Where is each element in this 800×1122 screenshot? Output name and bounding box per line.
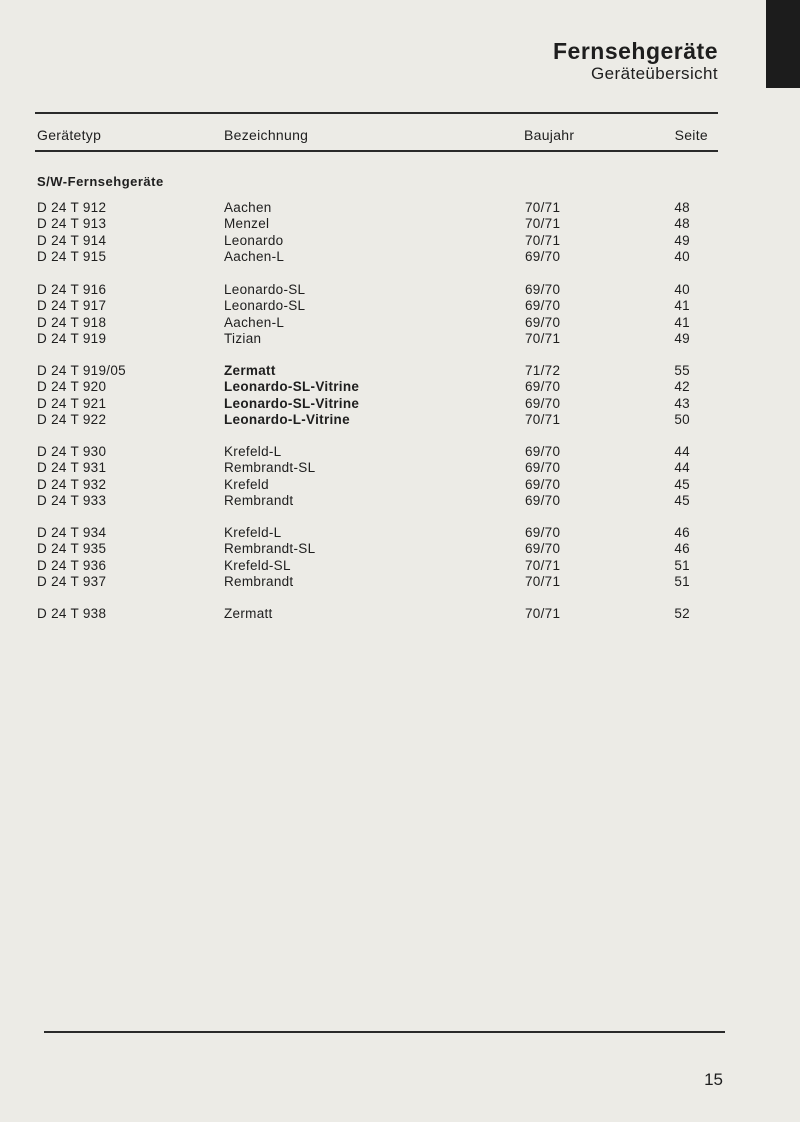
table-row <box>0 216 800 232</box>
cell-name: Aachen <box>224 200 272 215</box>
column-header-type: Gerätetyp <box>37 127 102 143</box>
table-group <box>0 282 800 347</box>
cell-name: Rembrandt <box>224 573 294 589</box>
cell-type: D 24 T 917 <box>37 298 107 314</box>
cell-name: Leonardo-SL-Vitrine <box>224 379 360 395</box>
cell-name: Leonardo-SL <box>224 282 306 297</box>
cell-type: D 24 T 922 <box>37 411 107 427</box>
cell-type: D 24 T 935 <box>37 541 107 557</box>
cell-page: 41 <box>674 314 690 330</box>
table-row <box>0 249 800 265</box>
cell-page: 52 <box>674 606 690 621</box>
cell-year: 69/70 <box>525 541 561 557</box>
cell-name: Rembrandt <box>224 492 294 508</box>
cell-page: 48 <box>674 216 690 232</box>
cell-type: D 24 T 918 <box>37 314 107 330</box>
cell-year: 70/71 <box>525 411 561 427</box>
cell-year: 70/71 <box>525 330 561 346</box>
cell-type: D 24 T 919/05 <box>37 363 126 378</box>
cell-name: Aachen-L <box>224 314 285 330</box>
table-row <box>0 574 800 590</box>
cell-year: 69/70 <box>525 476 561 492</box>
cell-type: D 24 T 914 <box>37 232 107 248</box>
table-row <box>0 525 800 541</box>
page-subtitle: Geräteübersicht <box>591 64 718 83</box>
table-row <box>0 460 800 476</box>
cell-year: 70/71 <box>525 232 561 248</box>
table-row <box>0 298 800 314</box>
table-row <box>0 493 800 509</box>
cell-name: Krefeld <box>224 476 269 492</box>
table-row <box>0 477 800 493</box>
cell-page: 44 <box>674 460 690 476</box>
cell-year: 69/70 <box>525 248 561 264</box>
cell-year: 69/70 <box>525 298 561 314</box>
cell-year: 70/71 <box>525 200 561 215</box>
cell-year: 69/70 <box>525 395 561 411</box>
cell-name: Krefeld-SL <box>224 557 291 573</box>
table-row <box>0 541 800 557</box>
table-row <box>0 379 800 395</box>
cell-page: 40 <box>674 282 690 297</box>
cell-year: 69/70 <box>525 314 561 330</box>
cell-page: 46 <box>674 541 690 557</box>
cell-page: 55 <box>674 363 690 378</box>
cell-year: 69/70 <box>525 492 561 508</box>
cell-year: 69/70 <box>525 460 561 476</box>
cell-type: D 24 T 932 <box>37 476 107 492</box>
top-rule <box>35 112 718 114</box>
cell-type: D 24 T 913 <box>37 216 107 232</box>
cell-year: 69/70 <box>525 444 561 459</box>
table-row <box>0 444 800 460</box>
page-number: 15 <box>704 1070 723 1089</box>
table-row <box>0 233 800 249</box>
cell-year: 70/71 <box>525 216 561 232</box>
cell-type: D 24 T 938 <box>37 606 107 621</box>
cell-page: 45 <box>674 476 690 492</box>
cell-type: D 24 T 930 <box>37 444 107 459</box>
table-row <box>0 331 800 347</box>
cell-type: D 24 T 912 <box>37 200 107 215</box>
table-row <box>0 558 800 574</box>
cell-page: 41 <box>674 298 690 314</box>
cell-year: 69/70 <box>525 525 561 540</box>
table-row <box>0 363 800 379</box>
table-group <box>0 444 800 509</box>
cell-name: Leonardo-L-Vitrine <box>224 411 350 427</box>
page-edge-tab <box>766 0 800 88</box>
cell-page: 42 <box>674 379 690 395</box>
table-row <box>0 315 800 331</box>
cell-name: Zermatt <box>224 363 276 378</box>
bottom-rule <box>44 1031 725 1033</box>
cell-type: D 24 T 934 <box>37 525 107 540</box>
cell-type: D 24 T 936 <box>37 557 107 573</box>
header-rule <box>35 150 718 152</box>
table-group <box>0 606 800 622</box>
cell-page: 48 <box>674 200 690 215</box>
column-header-year: Baujahr <box>524 127 575 143</box>
cell-name: Menzel <box>224 216 270 232</box>
cell-type: D 24 T 931 <box>37 460 107 476</box>
cell-type: D 24 T 919 <box>37 330 107 346</box>
cell-type: D 24 T 933 <box>37 492 107 508</box>
cell-type: D 24 T 915 <box>37 248 107 264</box>
table-group <box>0 363 800 428</box>
table-row <box>0 412 800 428</box>
cell-name: Rembrandt-SL <box>224 460 316 476</box>
cell-name: Zermatt <box>224 606 273 621</box>
table-group <box>0 200 800 265</box>
cell-type: D 24 T 916 <box>37 282 107 297</box>
cell-name: Leonardo-SL-Vitrine <box>224 395 360 411</box>
cell-page: 50 <box>674 411 690 427</box>
page-title: Fernsehgeräte <box>552 38 718 64</box>
cell-name: Leonardo-SL <box>224 298 306 314</box>
table-row <box>0 200 800 216</box>
cell-year: 69/70 <box>525 379 561 395</box>
cell-page: 45 <box>674 492 690 508</box>
page-header <box>553 38 718 84</box>
cell-type: D 24 T 921 <box>37 395 107 411</box>
cell-page: 44 <box>674 444 690 459</box>
cell-type: D 24 T 937 <box>37 573 107 589</box>
cell-name: Leonardo <box>224 232 284 248</box>
cell-name: Aachen-L <box>224 248 285 264</box>
section-title: S/W-Fernsehgeräte <box>37 174 164 189</box>
cell-page: 46 <box>674 525 690 540</box>
cell-name: Tizian <box>224 330 262 346</box>
cell-page: 40 <box>674 248 690 264</box>
cell-name: Krefeld-L <box>224 525 282 540</box>
cell-page: 51 <box>674 573 690 589</box>
cell-name: Rembrandt-SL <box>224 541 316 557</box>
table-row <box>0 396 800 412</box>
cell-year: 70/71 <box>525 573 561 589</box>
column-header-page: Seite <box>674 127 708 143</box>
table-row <box>0 282 800 298</box>
cell-year: 69/70 <box>525 282 561 297</box>
cell-page: 51 <box>674 557 690 573</box>
cell-page: 49 <box>674 232 690 248</box>
cell-name: Krefeld-L <box>224 444 282 459</box>
cell-year: 70/71 <box>525 557 561 573</box>
cell-type: D 24 T 920 <box>37 379 107 395</box>
cell-page: 49 <box>674 330 690 346</box>
column-header-name: Bezeichnung <box>224 127 309 143</box>
cell-year: 71/72 <box>525 363 561 378</box>
cell-page: 43 <box>674 395 690 411</box>
table-group <box>0 525 800 590</box>
table-row <box>0 606 800 622</box>
cell-year: 70/71 <box>525 606 561 621</box>
